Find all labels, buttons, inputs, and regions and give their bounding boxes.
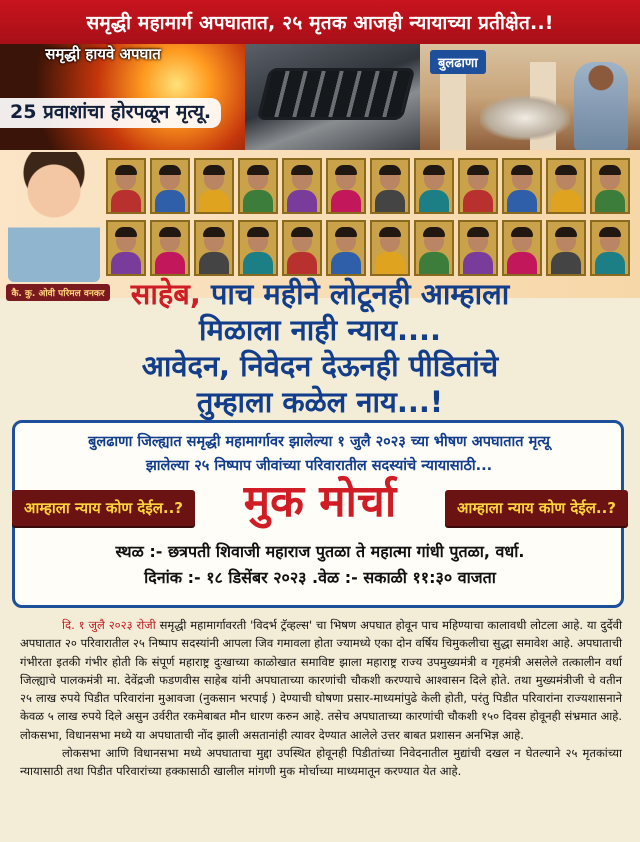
victim-portrait [238,220,278,276]
portrait-hair [599,227,621,237]
ribbon-right: आम्हाला न्याय कोण देईल..? [445,490,628,526]
portrait-hair [467,227,489,237]
body-paragraph-1 [20,616,622,744]
appeal-line-2: मिळाला नाही न्याय.... [198,313,442,347]
portrait-body [375,190,405,214]
rally-venue: स्थळ :- छत्रपती शिवाजी महाराज पुतळा ते महात्मा गांधी पुतळा, वर्धा. [115,542,525,561]
portrait-hair [379,165,401,175]
pillar [440,62,466,150]
portrait-hair [291,227,313,237]
portrait-hair [335,165,357,175]
victim-portrait [458,158,498,214]
portrait-hair [291,165,313,175]
portrait-body [551,190,581,214]
portrait-hair [511,227,533,237]
victim-portrait [590,158,630,214]
victim-portrait [150,220,190,276]
victim-portrait [238,158,278,214]
appeal-line-1-rest: पाच महीने लोटूनही आम्हाला [200,277,510,311]
portrait-body [419,190,449,214]
portrait-hair [203,165,225,175]
portrait-body [287,252,317,276]
city-badge: बुलढाणा [430,50,486,74]
appeal-line-1 [0,276,640,312]
victim-portrait [414,158,454,214]
accident-date: दि. १ जुलै २०२३ रोजी [62,618,156,632]
portrait-hair [159,165,181,175]
rally-date: दिनांक :- १८ डिसेंबर २०२३ .वेळ :- सकाळी ११:३० वाजता [144,568,496,587]
victim-portrait [194,220,234,276]
portrait-body [199,252,229,276]
child-victim-caption: कै. कु. ओवी परिमल वनकर [6,284,110,301]
highway-accident-title: समृद्धी हायवे अपघात [45,45,161,63]
rally-intro [24,430,614,478]
portrait-hair [555,165,577,175]
appeal-line-3: आवेदन, निवेदन देऊनही पीडितांचे [141,349,499,383]
portrait-body [507,252,537,276]
portrait-body [551,252,581,276]
portrait-body [595,252,625,276]
victim-portrait [414,220,454,276]
victim-portrait [282,158,322,214]
victim-portrait [106,158,146,214]
victim-portrait [370,158,410,214]
victim-portrait [326,220,366,276]
rally-title: मुक मोर्चा [243,476,397,527]
victim-portrait [326,158,366,214]
appeal-line-4: तुम्हाला कळेल नाय...! [196,385,444,419]
portrait-body [507,190,537,214]
portrait-hair [423,165,445,175]
body-text [20,616,622,781]
portrait-body [463,190,493,214]
portrait-body [111,252,141,276]
portrait-body [463,252,493,276]
burnt-bus-photo [245,44,420,150]
child-victim-photo [8,152,100,282]
victim-portrait [502,220,542,276]
portrait-body [155,252,185,276]
portrait-hair [247,165,269,175]
portrait-body [419,252,449,276]
portrait-hair [467,165,489,175]
portrait-hair [247,227,269,237]
victim-portrait [458,220,498,276]
ribbon-left: आम्हाला न्याय कोण देईल..? [12,490,195,526]
victim-portrait [106,220,146,276]
portrait-body [199,190,229,214]
portrait-body [287,190,317,214]
portrait-hair [159,227,181,237]
victim-portrait [502,158,542,214]
victim-portrait [150,158,190,214]
portrait-body [155,190,185,214]
portrait-body [331,252,361,276]
deaths-caption: 25 प्रवाशांचा होरपळून मृत्यू. [0,98,221,128]
portrait-hair [599,165,621,175]
victim-portrait [370,220,410,276]
top-banner [0,0,640,44]
portrait-hair [379,227,401,237]
appeal-highlight: साहेब, [130,277,201,311]
body-paragraph-2: लोकसभा आणि विधानसभा मध्ये अपघाताचा मुद्दा उपस्थित होवूनही पिडीतांच्या निवेदनातील मुद्यांची दखल न घेतल्याने २५ मृतकांच्या न्यायासाठी तथा पिडीत परिवारांच्या हक्कासाठी खालील मांगणी मुक मोर्चाच्या माध्यमातून करण्यात येत आहे. [20,746,622,779]
portrait-body [243,252,273,276]
appeal-block [0,276,640,420]
victim-portrait [194,158,234,214]
portrait-body [243,190,273,214]
grieving-man [574,62,628,150]
portrait-hair [511,165,533,175]
portrait-body [375,252,405,276]
smoke [480,96,570,140]
portrait-hair [423,227,445,237]
portrait-hair [115,227,137,237]
victim-portrait [546,158,586,214]
rally-intro-line-1: बुलढाणा जिल्ह्यात समृद्धी महामार्गावर झालेल्या १ जुलै २०२३ च्या भीषण अपघातात मृत्यू [88,434,550,450]
victim-portraits-grid [106,158,634,286]
portrait-hair [115,165,137,175]
rally-intro-line-2: झालेल्या २५ निष्पाप जीवांच्या परिवारातील सदस्यांचे न्यायासाठी... [145,458,493,474]
portrait-body [111,190,141,214]
portrait-hair [555,227,577,237]
victim-portrait [590,220,630,276]
portrait-body [595,190,625,214]
victim-portrait [546,220,586,276]
victim-portrait [282,220,322,276]
portrait-body [331,190,361,214]
body-paragraph-1-text: समृद्धी महामार्गावरती 'विदर्भ ट्रॅव्हल्स' चा भिषण अपघात होवून पाच महिण्याचा कालावधी लोटला आहे. या दुर्देवी अपघातात २० परिवारातील २५ निष्पाप सदस्यांनी आपला जिव गमावला होता ज्यामध्ये एका दोन वर्षिय चिमुकलीचा सुद्धा समावेश आहे. अपघाताची गंभीरता इतकी गंभीर होती कि संपूर्ण महाराष्ट्र दुःखाच्या काळोखात समाविष्ट झाला महाराष्ट्र राज्य उपमुख्यमंत्री व गृहमंत्री असलेले तत्कालीन वर्धा जिल्ह्याचे पालकमंत्री मा. देवेंद्रजी फडणवीस साहेब यांनी अपघाताच्या कारणांची चौकशी करण्याचे आश्वासन दिले होते. तथा मुख्यमंत्रीजी चे वतीन २५ लाख रुपये पिडीत परिवारांना मुआवजा (नुकसान भरपाई ) देण्याची घोषणा प्रसार-माध्यमांपुढे केली होती, परंतु पिडीत परिवारांना राज्यशासनाने केवळ ५ लाख रुपये दिले असुन उर्वरीत रकमेबाबत मौन धारण करुन आहे. तसेच अपघाताच्या कारणांची चौकशी १५० दिवस होवूनही संभ्रमात आहे. लोकसभा, विधानसभा मध्ये या अपघाताची नोंद झाली असतानांही त्यावर देण्यात आलेले उत्तर बाबत प्रशासन अनभिज्ञ आहे. [20,618,622,742]
portrait-hair [203,227,225,237]
top-headline: समृद्धी महामार्ग अपघातात, २५ मृतक आजही न्यायाच्या प्रतीक्षेत..! [86,12,554,34]
portrait-hair [335,227,357,237]
